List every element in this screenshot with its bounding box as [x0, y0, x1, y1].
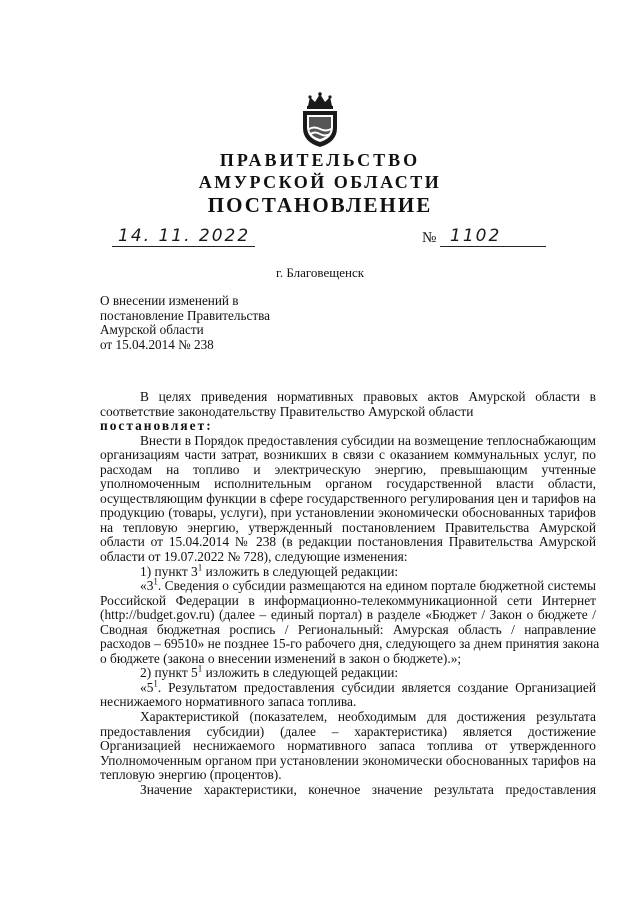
subject-line: О внесении изменений в: [100, 293, 239, 308]
quoted-clause-line: Российской Федерации в информационно-телекоммуникационной сети Интернет: [100, 592, 596, 608]
document-type-title: ПОСТАНОВЛЕНИЕ: [207, 193, 433, 217]
quoted-clause-line: «$3^1$. Сведения о субсидии размещаются на едином портале бюджетной системы: [140, 576, 596, 594]
region-title: АМУРСКОЙ ОБЛАСТИ: [198, 172, 442, 192]
subject-line: от 15.04.2014 № 238: [100, 336, 214, 352]
decree-word: постановляет:: [100, 418, 213, 434]
document-subject: [100, 294, 360, 352]
preamble-line: В целях приведения нормативных правовых актов Амурской области в: [140, 389, 596, 404]
handwritten-number: 1102: [450, 226, 502, 246]
body-line: организациям части затрат, возникших в связи с оказанием коммунальных услуг, по: [100, 447, 596, 463]
government-title: ПРАВИТЕЛЬСТВО: [219, 150, 421, 170]
amendment-item-1: 1) пункт $3^1$ изложить в следующей редакции:: [140, 562, 399, 579]
characteristic-line: предоставления субсидии) (далее – характеристика) является достижение: [100, 723, 596, 739]
coat-of-arms-emblem: [298, 92, 342, 148]
handwritten-date: 14. 11. 2022: [118, 226, 251, 246]
quoted-clause-line: расходов – 69510» не позднее 15-го рабочего дня, следующего за днем принятия закона: [100, 636, 600, 652]
body-line: продукцию (товары, услуги), при установлении экономически обоснованных тарифов: [100, 505, 596, 521]
body-line: осуществляющим функции в сфере государственного регулирования цен и тарифов на: [100, 490, 596, 506]
characteristic-line: Характеристикой (показателем, необходимым для достижения результата: [140, 709, 596, 725]
preamble-line: соответствие законодательству Правительство Амурской области: [100, 403, 474, 419]
quoted-clause-line: неснижаемого нормативного запаса топлива.: [100, 694, 357, 710]
date-underline: [112, 246, 255, 247]
characteristic-line: тепловую энергию (процентов).: [100, 767, 282, 783]
body-line: расходам на топливо и электрическую энергию, превышающим учтенные: [100, 461, 596, 477]
body-line: уполномоченным исполнительным органом государственной власти области,: [100, 476, 596, 492]
characteristic-line: Уполномоченным органом при установлении экономически обоснованных тарифов на: [100, 752, 596, 768]
characteristic-line: Организацией неснижаемого нормативного запаса топлива от утвержденного: [100, 738, 596, 754]
quoted-clause-line: Сводная бюджетная роспись / Региональный: Амурская область / направление: [100, 621, 596, 637]
subject-line: Амурской области: [100, 322, 204, 338]
document-body: [100, 389, 600, 797]
city-line: г. Благовещенск: [275, 265, 365, 280]
quoted-clause-line: о бюджете (закона о внесении изменений в закон о бюджете).»;: [100, 650, 462, 666]
body-line: Внести в Порядок предоставления субсидии на возмещение теплоснабжающим: [140, 432, 596, 448]
number-underline: [440, 246, 546, 247]
quoted-clause-line: (http://budget.gov.ru) (далее – единый портал) в разделе «Бюджет / Закон о бюджете /: [100, 607, 596, 623]
value-line: Значение характеристики, конечное значение результата предоставления: [140, 781, 596, 797]
body-line: области от 15.04.2014 № 238 (в редакции постановления Правительства Амурской: [100, 534, 596, 550]
subject-line: постановление Правительства: [100, 307, 271, 323]
number-label: №: [422, 230, 437, 246]
quoted-clause-line: «$5^1$. Результатом предоставления субсидии является создание Организацией: [140, 678, 596, 695]
body-line: области от 19.07.2022 № 728), следующие изменения:: [100, 549, 408, 565]
body-line: на тепловую энергию, утвержденный постановлением Правительства Амурской: [100, 519, 596, 535]
amendment-item-2: 2) пункт $5^1$ изложить в следующей редакции:: [140, 663, 399, 681]
